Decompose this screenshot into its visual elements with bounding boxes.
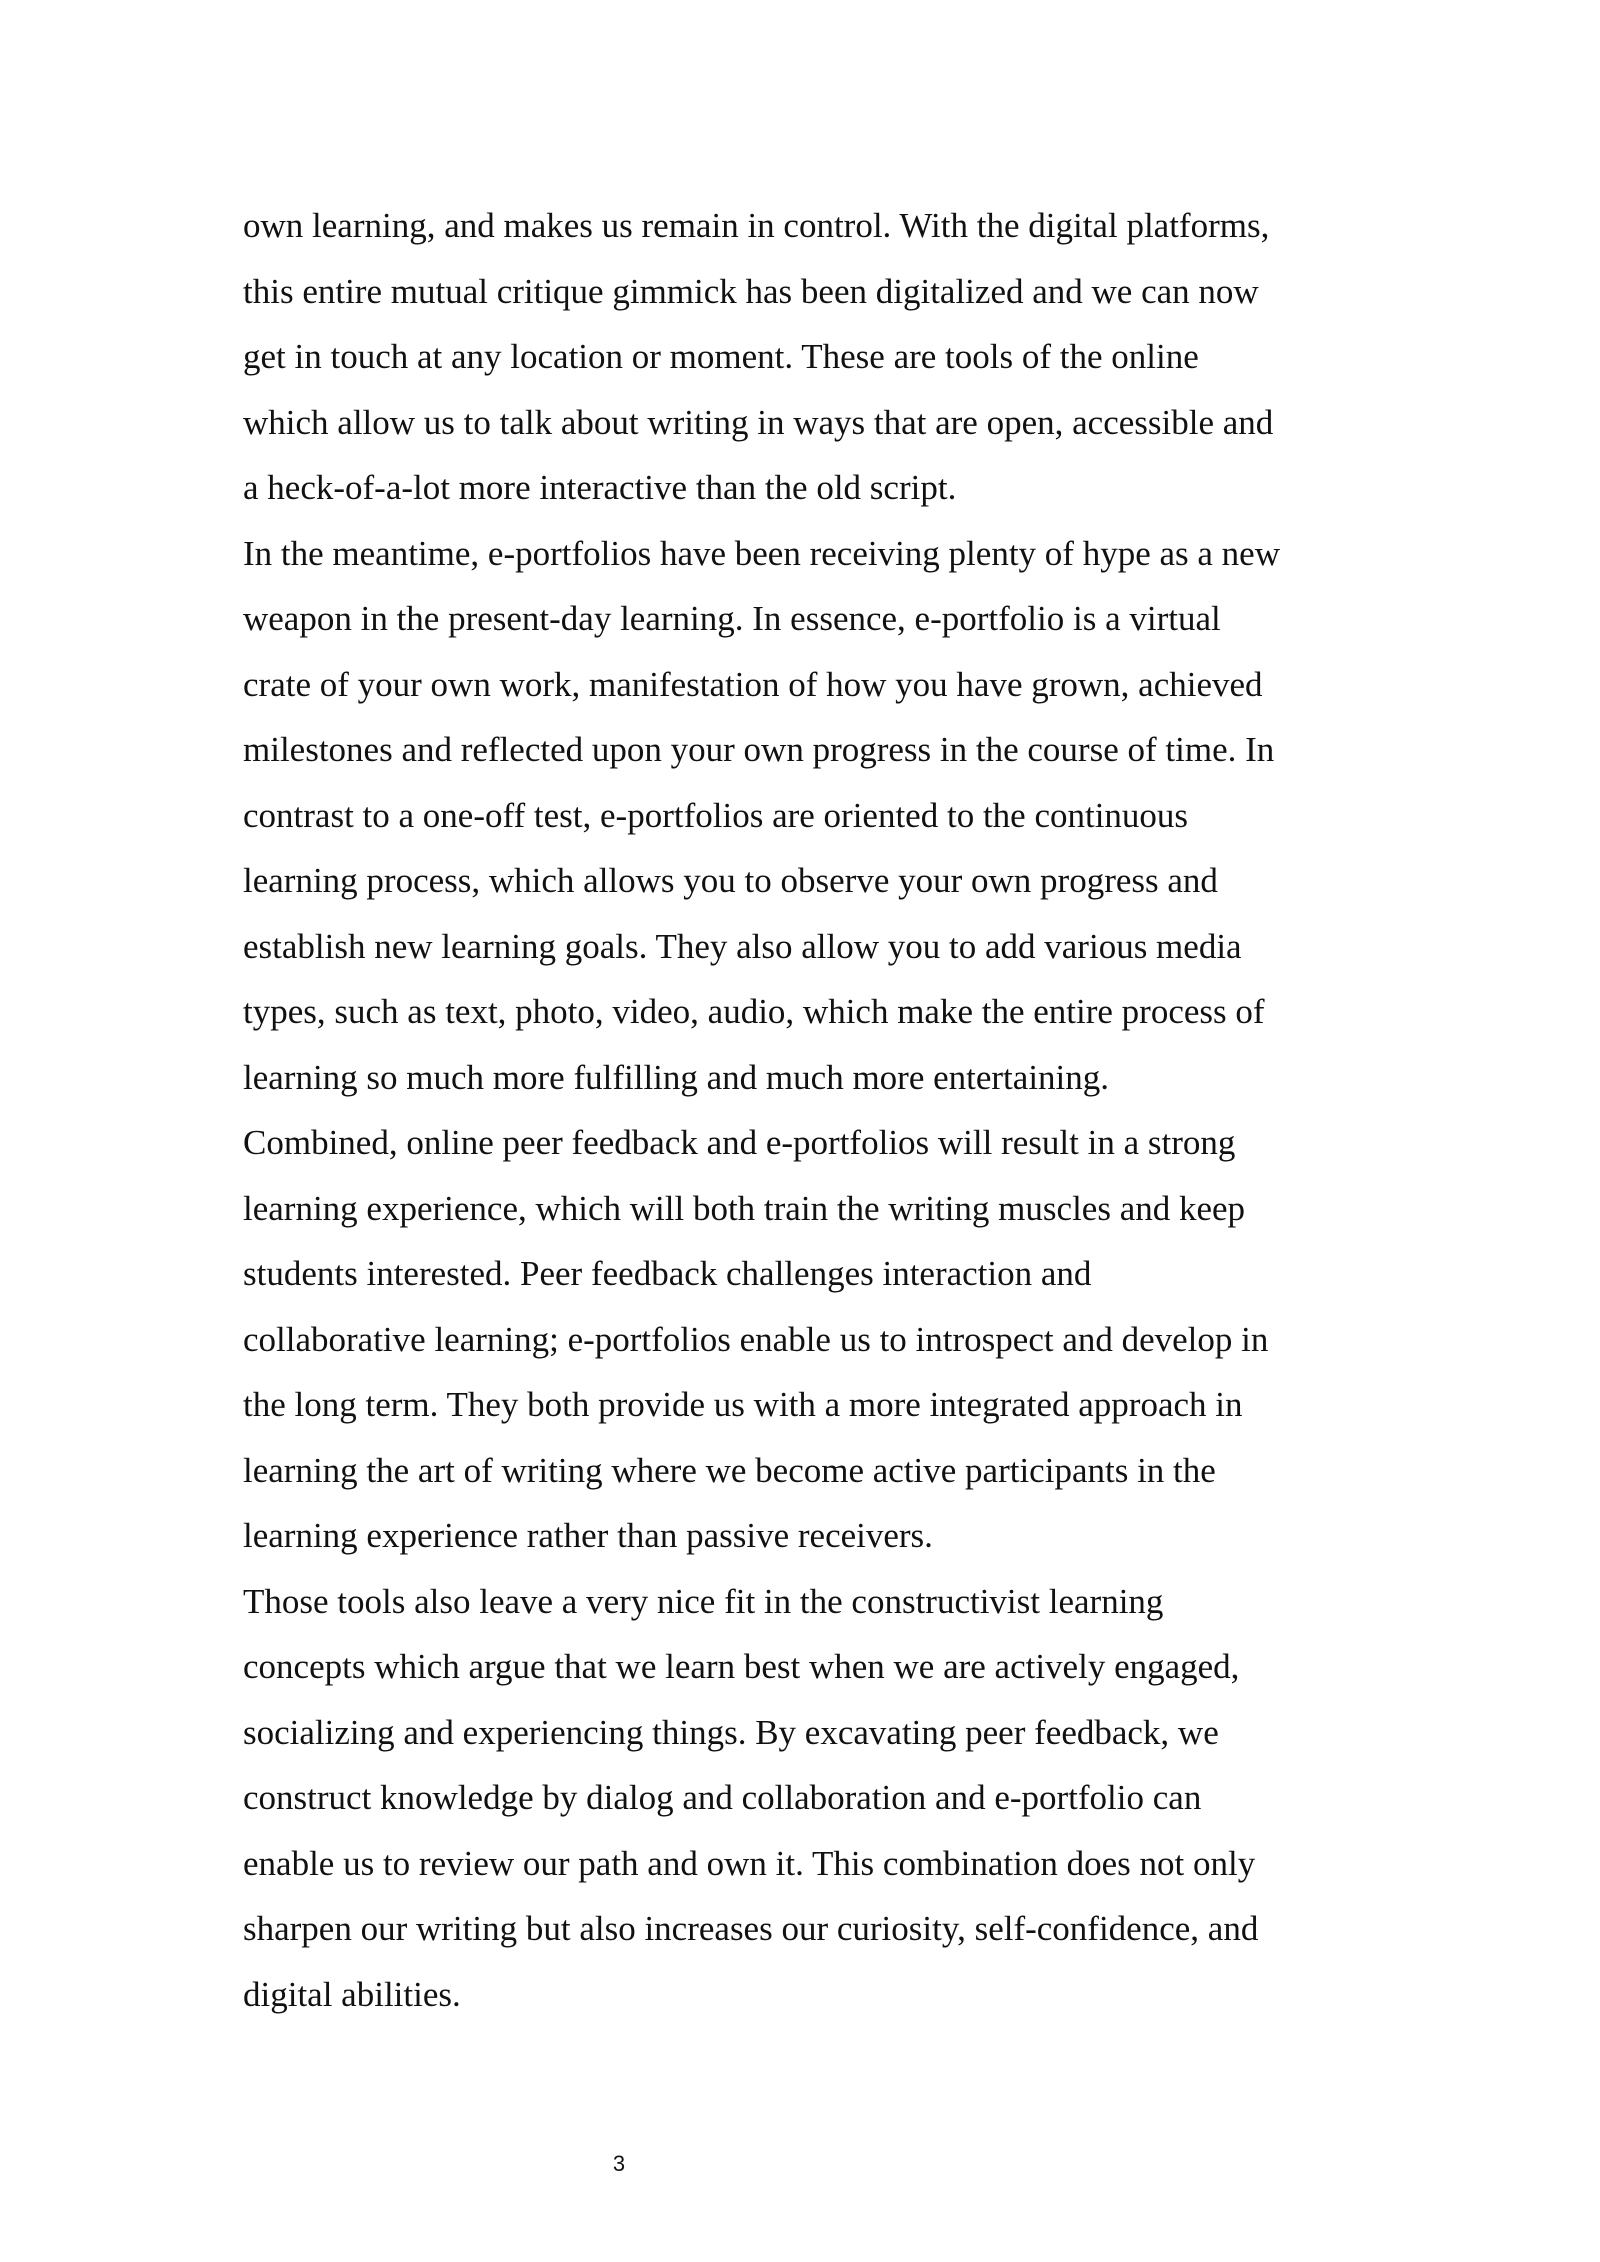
body-text xyxy=(243,193,1368,2027)
text-line: this entire mutual critique gimmick has been digitalized and we can now xyxy=(243,271,1259,311)
text-line: own learning, and makes us remain in control. With the digital platforms, xyxy=(243,206,1270,245)
text-line: learning experience rather than passive receivers. xyxy=(243,1516,933,1555)
text-line: Those tools also leave a very nice fit in the constructivist learning xyxy=(243,1581,1164,1621)
text-line: crate of your own work, manifestation of how you have grown, achieved xyxy=(243,664,1263,704)
text-line: get in touch at any location or moment. These are tools of the online xyxy=(243,337,1199,376)
text-line: learning experience, which will both train the writing muscles and keep xyxy=(243,1188,1246,1228)
text-line: digital abilities. xyxy=(243,1974,461,2014)
text-line: learning the art of writing where we become active participants in the xyxy=(243,1450,1216,1490)
text-line: students interested. Peer feedback challenges interaction and xyxy=(243,1254,1092,1293)
text-line: types, such as text, photo, video, audio, which make the entire process of xyxy=(243,992,1265,1031)
text-line: socializing and experiencing things. By excavating peer feedback, we xyxy=(243,1712,1219,1752)
text-line: enable us to review our path and own it. This combination does not only xyxy=(243,1843,1256,1883)
text-line: concepts which argue that we learn best when we are actively engaged, xyxy=(243,1647,1240,1686)
text-line: milestones and reflected upon your own progress in the course of time. In xyxy=(243,730,1275,769)
text-line: construct knowledge by dialog and collaboration and e-portfolio can xyxy=(243,1778,1202,1817)
text-line: the long term. They both provide us with a more integrated approach in xyxy=(243,1385,1243,1424)
text-line: collaborative learning; e-portfolios enable us to introspect and develop in xyxy=(243,1319,1269,1359)
text-line: sharpen our writing but also increases our curiosity, self-confidence, and xyxy=(243,1909,1259,1948)
text-line: establish new learning goals. They also allow you to add various media xyxy=(243,926,1242,966)
text-line: learning so much more fulfilling and much more entertaining. xyxy=(243,1057,1110,1097)
page-number: 3 xyxy=(612,2151,626,2176)
text-line: Combined, online peer feedback and e-portfolios will result in a strong xyxy=(243,1123,1236,1162)
text-line: weapon in the present-day learning. In essence, e-portfolio is a virtual xyxy=(243,599,1221,638)
text-line: a heck-of-a-lot more interactive than the old script. xyxy=(243,468,957,507)
text-line: which allow us to talk about writing in ways that are open, accessible and xyxy=(243,402,1274,442)
text-line: contrast to a one-off test, e-portfolios are oriented to the continuous xyxy=(243,795,1189,835)
text-line: learning process, which allows you to observe your own progress and xyxy=(243,861,1218,900)
text-line: In the meantime, e-portfolios have been receiving plenty of hype as a new xyxy=(243,533,1280,573)
